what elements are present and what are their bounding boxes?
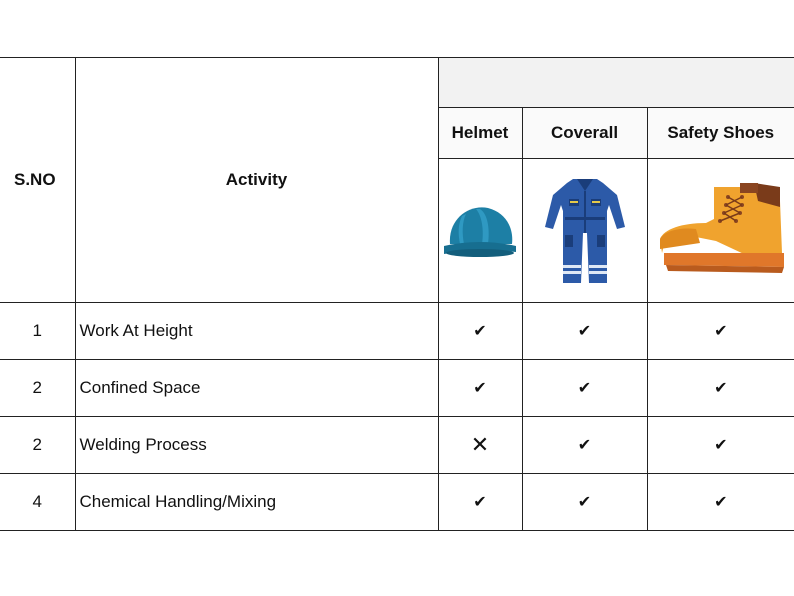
ppe-matrix-table — [0, 57, 794, 531]
table-row — [0, 360, 794, 417]
shoes-check-icon: ✔ — [647, 474, 794, 531]
shoes-check-icon: ✔ — [647, 360, 794, 417]
row-activity: Chemical Handling/Mixing — [75, 474, 438, 531]
helmet-cross-icon: ✕ — [438, 417, 522, 474]
ppe-helmet-header: Helmet — [438, 108, 522, 159]
activity-header: Activity — [75, 58, 438, 303]
safety-shoes-image-cell — [647, 159, 794, 303]
helmet-check-icon: ✔ — [438, 303, 522, 360]
table-row — [0, 303, 794, 360]
coverall-check-icon: ✔ — [522, 360, 647, 417]
row-activity: Confined Space — [75, 360, 438, 417]
row-sno: 2 — [0, 360, 75, 417]
ppe-coverall-header: Coverall — [522, 108, 647, 159]
coverall-check-icon: ✔ — [522, 303, 647, 360]
coverall-check-icon: ✔ — [522, 474, 647, 531]
row-sno: 4 — [0, 474, 75, 531]
ppe-group-header — [438, 58, 794, 108]
row-sno: 2 — [0, 417, 75, 474]
helmet-check-icon: ✔ — [438, 474, 522, 531]
coverall-image-cell — [522, 159, 647, 303]
sno-header: S.NO — [0, 58, 75, 303]
row-activity: Work At Height — [75, 303, 438, 360]
table-row — [0, 474, 794, 531]
ppe-safety-shoes-header: Safety Shoes — [647, 108, 794, 159]
row-sno: 1 — [0, 303, 75, 360]
coverall-icon — [543, 175, 627, 287]
hard-hat-icon — [442, 200, 518, 262]
table-row — [0, 417, 794, 474]
helmet-image-cell — [438, 159, 522, 303]
shoes-check-icon: ✔ — [647, 417, 794, 474]
shoes-check-icon: ✔ — [647, 303, 794, 360]
helmet-check-icon: ✔ — [438, 360, 522, 417]
safety-boot-icon — [656, 183, 786, 279]
coverall-check-icon: ✔ — [522, 417, 647, 474]
row-activity: Welding Process — [75, 417, 438, 474]
